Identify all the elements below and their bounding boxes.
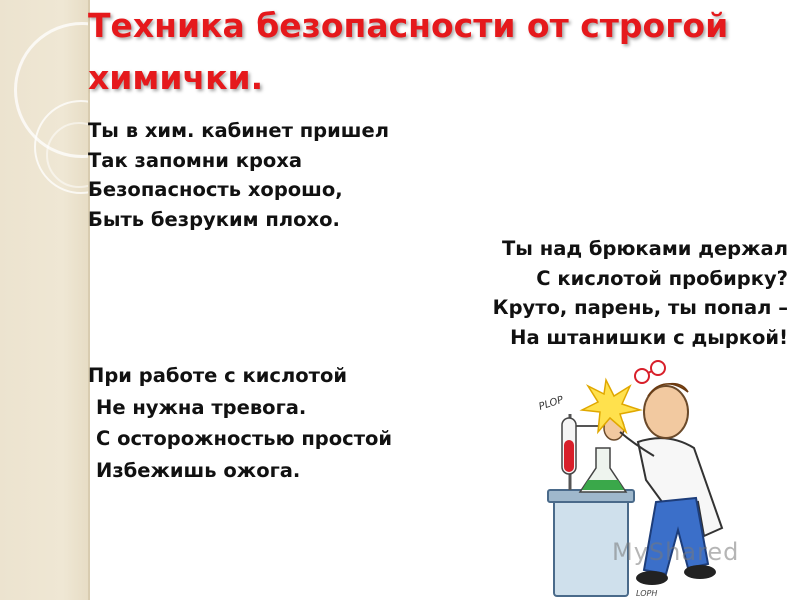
verse-3	[88, 360, 392, 486]
glasses-lens	[635, 369, 649, 383]
verse-1	[88, 116, 389, 234]
verse-line: С осторожностью простой	[96, 427, 393, 450]
slide-title: Техника безопасности от строгой химички.	[88, 6, 729, 97]
verse-line: Круто, парень, ты попал –	[492, 296, 788, 319]
verse-line: Избежишь ожога.	[96, 458, 301, 482]
glasses-lens	[651, 361, 665, 375]
shoe	[636, 571, 668, 585]
verse-2	[493, 234, 788, 352]
decorative-sidebar	[0, 0, 90, 600]
red-liquid	[564, 440, 574, 472]
verse-line: При работе с кислотой	[88, 364, 348, 387]
glasses-bridge	[648, 371, 652, 373]
verse-line: Так запомни кроха	[88, 148, 303, 172]
verse-line: Безопасность хорошо,	[88, 178, 343, 201]
verse-line: Не нужна тревога.	[96, 395, 307, 419]
verse-line: С кислотой пробирку?	[536, 266, 788, 290]
shoe	[684, 565, 716, 579]
verse-line: На штанишки с дыркой!	[510, 325, 788, 349]
sound-effect: PLOP	[537, 394, 565, 413]
green-liquid	[582, 480, 624, 490]
verse-line: Ты над брюками держал	[502, 237, 788, 260]
verse-line: Ты в хим. кабинет пришел	[88, 119, 390, 142]
artist-signature: LOPH	[636, 589, 658, 598]
watermark: MyShared	[612, 538, 740, 566]
verse-line: Быть безруким плохо.	[88, 207, 340, 231]
